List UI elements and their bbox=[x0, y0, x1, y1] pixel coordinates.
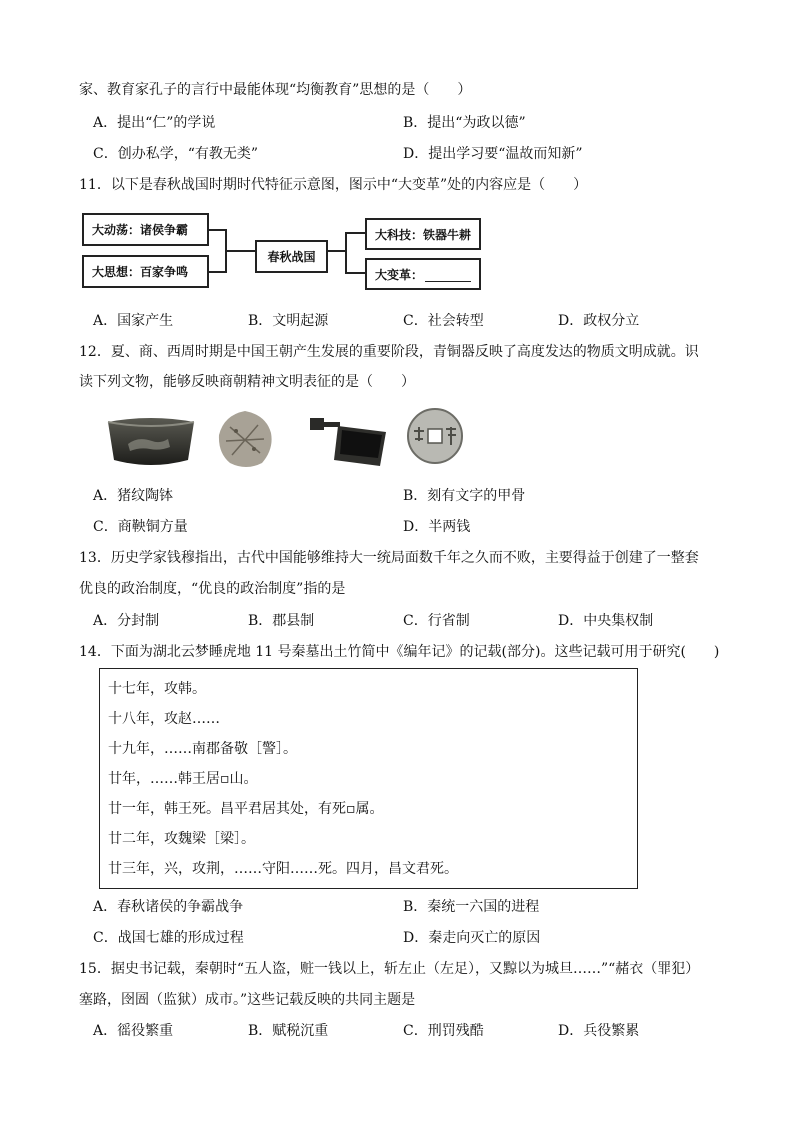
q13-stem-line-2: 优良的政治制度，“优良的政治制度”指的是 bbox=[79, 581, 346, 597]
answer-blank bbox=[425, 267, 471, 282]
q15-stem-line-1: 15．据史书记载，秦朝时“五人盗，赃一钱以上，斩左止（左足），又黥以为城旦……”“赭衣（罪犯） bbox=[79, 961, 700, 977]
q14-option-b[interactable]: B．秦统一六国的进程 bbox=[403, 899, 540, 915]
diagram-label-center: 春秋战国 bbox=[267, 250, 316, 264]
pig-pattern-pottery-bowl-image bbox=[104, 414, 198, 470]
q13-option-a[interactable]: A．分封制 bbox=[93, 613, 160, 629]
diagram-connector bbox=[328, 250, 346, 252]
diagram-box-left-top bbox=[82, 213, 209, 246]
banliang-coin-image bbox=[406, 407, 464, 465]
shang-yang-bronze-measure-image bbox=[308, 414, 390, 470]
diagram-label-right-top: 大科技：铁器牛耕 bbox=[375, 227, 472, 242]
excerpt-line: 廿一年，韩王死。昌平君居其处，有死▫属。 bbox=[108, 801, 384, 817]
diagram-connector bbox=[209, 229, 226, 231]
diagram-connector bbox=[225, 250, 255, 252]
q15-option-b[interactable]: B．赋税沉重 bbox=[248, 1023, 329, 1039]
q10-stem: 家、教育家孔子的言行中最能体现“均衡教育”思想的是（ ） bbox=[79, 82, 472, 98]
excerpt-line: 十九年，……南郡备敬［警］。 bbox=[108, 741, 297, 757]
q10-option-a[interactable]: A．提出“仁”的学说 bbox=[93, 115, 216, 131]
q11-option-b[interactable]: B．文明起源 bbox=[248, 313, 329, 329]
q12-option-a[interactable]: A．猪纹陶钵 bbox=[93, 488, 174, 504]
q14-option-a[interactable]: A．春秋诸侯的争霸战争 bbox=[93, 899, 244, 915]
q15-option-d[interactable]: D．兵役繁累 bbox=[558, 1023, 640, 1039]
q14-excerpt-box bbox=[99, 668, 638, 889]
q15-stem-line-2: 塞路，囹圄（监狱）成市。”这些记载反映的共同主题是 bbox=[79, 992, 416, 1008]
q12-stem-line-1: 12．夏、商、西周时期是中国王朝产生发展的重要阶段，青铜器反映了高度发达的物质文明成就。识 bbox=[79, 344, 699, 360]
q10-option-c[interactable]: C．创办私学，“有教无类” bbox=[93, 146, 259, 162]
q12-option-c[interactable]: C．商鞅铜方量 bbox=[93, 519, 188, 535]
diagram-connector bbox=[345, 232, 365, 234]
diagram-connector bbox=[345, 272, 365, 274]
excerpt-line: 十七年，攻韩。 bbox=[108, 681, 206, 697]
excerpt-line: 廿二年，攻魏梁［梁］。 bbox=[108, 831, 255, 847]
q12-option-d[interactable]: D．半两钱 bbox=[403, 519, 471, 535]
diagram-box-right-bottom bbox=[365, 258, 481, 290]
q13-option-c[interactable]: C．行省制 bbox=[403, 613, 470, 629]
q10-option-b[interactable]: B．提出“为政以德” bbox=[403, 115, 526, 131]
diagram-connector bbox=[345, 232, 347, 274]
q11-option-a[interactable]: A．国家产生 bbox=[93, 313, 174, 329]
q11-stem: 11．以下是春秋战国时期时代特征示意图，图示中“大变革”处的内容应是（ ） bbox=[79, 177, 588, 193]
diagram-label-right-bottom: 大变革： bbox=[375, 267, 424, 282]
excerpt-line: 廿年，……韩王居▫山。 bbox=[108, 771, 258, 787]
q11-option-d[interactable]: D．政权分立 bbox=[558, 313, 640, 329]
q14-option-c[interactable]: C．战国七雄的形成过程 bbox=[93, 930, 244, 946]
q13-stem-line-1: 13．历史学家钱穆指出，古代中国能够维持大一统局面数千年之久而不败，主要得益于创建了一整套 bbox=[79, 550, 699, 566]
q12-option-b[interactable]: B．刻有文字的甲骨 bbox=[403, 488, 526, 504]
diagram-label-left-bottom: 大思想：百家争鸣 bbox=[92, 265, 189, 279]
q10-option-d[interactable]: D．提出学习要“温故而知新” bbox=[403, 146, 583, 162]
excerpt-line: 十八年，攻赵…… bbox=[108, 711, 220, 727]
q15-option-c[interactable]: C．刑罚残酷 bbox=[403, 1023, 484, 1039]
diagram-box-left-bottom bbox=[82, 255, 209, 288]
q13-option-d[interactable]: D．中央集权制 bbox=[558, 613, 654, 629]
oracle-bone-image bbox=[216, 409, 274, 471]
diagram-connector bbox=[209, 271, 226, 273]
diagram-box-center bbox=[255, 240, 328, 273]
diagram-label-left-top: 大动荡：诸侯争霸 bbox=[92, 223, 189, 237]
q14-option-d[interactable]: D．秦走向灭亡的原因 bbox=[403, 930, 541, 946]
q11-option-c[interactable]: C．社会转型 bbox=[403, 313, 484, 329]
q15-option-a[interactable]: A．徭役繁重 bbox=[93, 1023, 174, 1039]
q12-stem-line-2: 读下列文物，能够反映商朝精神文明表征的是（ ） bbox=[79, 374, 415, 390]
diagram-box-right-top bbox=[365, 218, 481, 250]
q13-option-b[interactable]: B．郡县制 bbox=[248, 613, 315, 629]
excerpt-line: 廿三年，兴，攻荆，……守阳……死。四月，昌文君死。 bbox=[108, 861, 458, 877]
q14-stem: 14．下面为湖北云梦睡虎地 11 号秦墓出土竹简中《编年记》的记载(部分)。这些记载可用于研究( ) bbox=[79, 644, 720, 660]
